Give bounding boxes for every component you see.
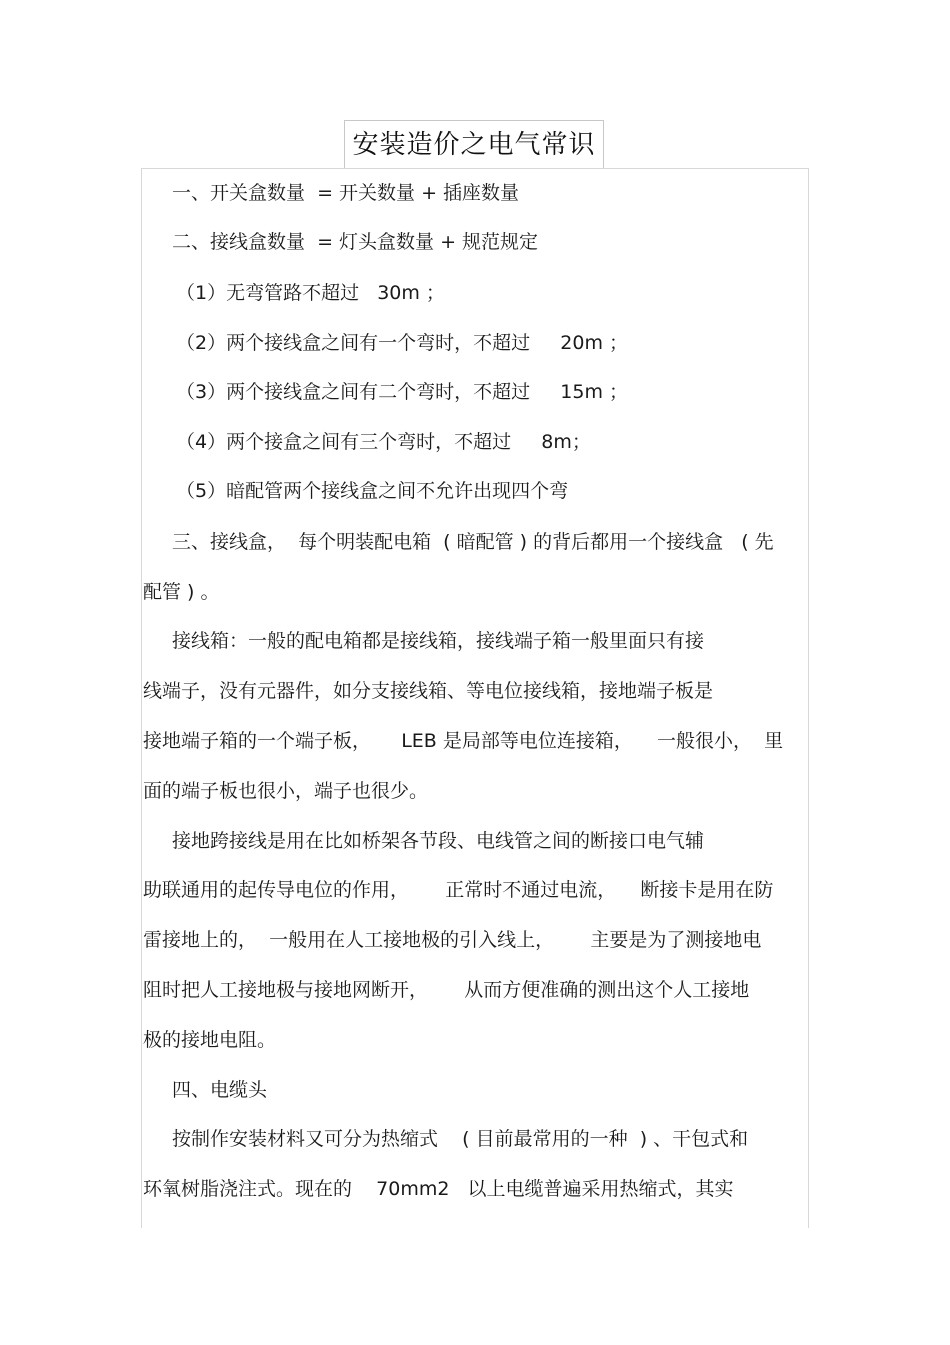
paragraph-line: 三、接线盒， 每个明装配电箱 ( 暗配管 ) 的背后都用一个接线盒 ( 先 xyxy=(172,531,774,553)
paragraph-line: 一、开关盒数量 = 开关数量 + 插座数量 xyxy=(172,182,520,204)
paragraph-line: 四、电缆头 xyxy=(172,1079,268,1101)
paragraph-line: 阻时把人工接地极与接地网断开， 从而方便准确的测出这个人工接地 xyxy=(143,979,750,1001)
paragraph-line: 二、接线盒数量 = 灯头盒数量 + 规范规定 xyxy=(172,231,539,253)
paragraph-line: 助联通用的起传导电位的作用， 正常时不通过电流， 断接卡是用在防 xyxy=(143,879,774,901)
paragraph-line: 接线箱：一般的配电箱都是接线箱，接线端子箱一般里面只有接 xyxy=(172,630,705,652)
paragraph-line: （5）暗配管两个接线盒之间不允许出现四个弯 xyxy=(176,480,569,502)
paragraph-line: 按制作安装材料又可分为热缩式 ( 目前最常用的一种 ) 、干包式和 xyxy=(172,1128,749,1150)
paragraph-line: （2）两个接线盒之间有一个弯时，不超过 20m ； xyxy=(176,332,629,354)
paragraph-line: （1）无弯管路不超过 30m ； xyxy=(176,282,445,304)
paragraph-line: （3）两个接线盒之间有二个弯时，不超过 15m ； xyxy=(176,381,629,403)
paragraph-line: 线端子，没有元器件，如分支接线箱、等电位接线箱，接地端子板是 xyxy=(143,680,714,702)
paragraph-line: 面的端子板也很小，端子也很少。 xyxy=(143,780,429,802)
document-title: 安装造价之电气常识 xyxy=(344,120,604,168)
paragraph-line: 接地跨接线是用在比如桥架各节段、电线管之间的断接口电气辅 xyxy=(172,830,705,852)
paragraph-line: 雷接地上的， 一般用在人工接地极的引入线上， 主要是为了测接地电 xyxy=(143,929,762,951)
paragraph-line: 环氧树脂浇注式。现在的 70mm2 以上电缆普遍采用热缩式，其实 xyxy=(143,1178,734,1200)
paragraph-line: 极的接地电阻。 xyxy=(143,1029,277,1051)
paragraph-line: （4）两个接盒之间有三个弯时，不超过 8m； xyxy=(176,431,591,453)
paragraph-line: 接地端子箱的一个端子板， LEB 是局部等电位连接箱， 一般很小， 里 xyxy=(143,730,784,752)
paragraph-line: 配管 ) 。 xyxy=(143,581,220,603)
